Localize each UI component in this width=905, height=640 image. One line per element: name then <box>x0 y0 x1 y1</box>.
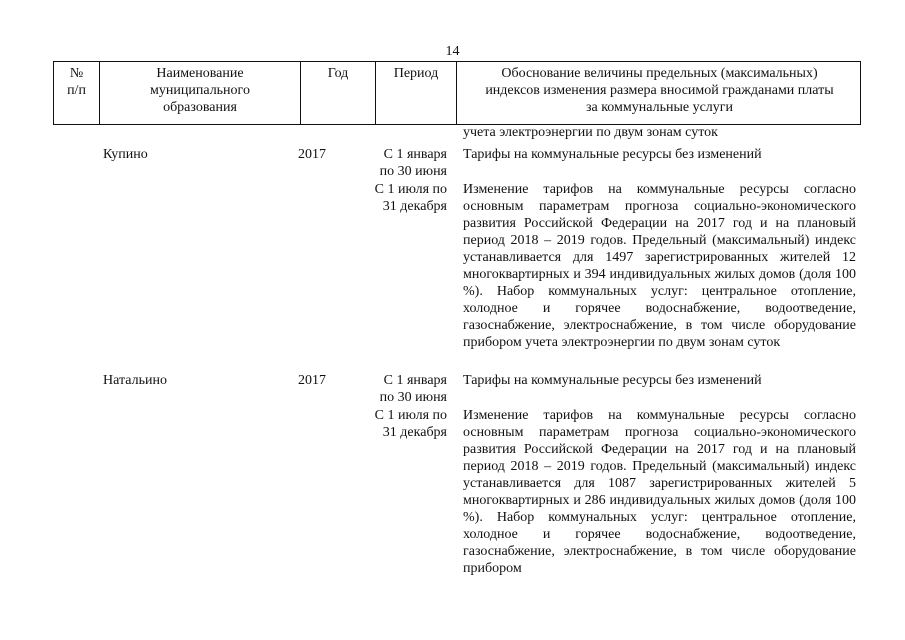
header-justification: Обоснование величины предельных (максимальных) индексов изменения размера вносимой гражданами платы за коммунальные услуги <box>485 66 834 115</box>
row-just-2: Изменение тарифов на коммунальные ресурсы согласно основным параметрам прогноза социально-экономического развития Российской Федерации на 2017 год и на плановый период 2018 – 2019 годов. Предельный (максимальный) индекс устанавливается для 1497 зарегистрированных жителей 12 многоквартирных и 394 индивидуальных жилых домов (доля 100 %). Набор коммунальных услуг: центральное отопление, холодное и горячее водоснабжение, водоотведение, газоснабжение, электроснабжение, в том числе оборудование прибором учета электроэнергии по двум зонам суток <box>463 182 856 350</box>
row-just-1: Тарифы на коммунальные ресурсы без изменений <box>463 373 762 388</box>
header-year: Год <box>301 62 376 124</box>
continuation-text: учета электроэнергии по двум зонам суток <box>463 125 718 140</box>
header-num: № п/п <box>54 62 100 124</box>
table-header <box>53 61 861 125</box>
header-name: Наименование муниципального образования <box>100 62 301 124</box>
row-name: Купино <box>103 147 148 162</box>
row-year: 2017 <box>298 147 326 162</box>
row-just-1: Тарифы на коммунальные ресурсы без изменений <box>463 147 762 162</box>
row-period-2: С 1 июля по 31 декабря <box>374 182 447 214</box>
page-number: 14 <box>445 44 460 59</box>
row-period-1: С 1 января по 30 июня <box>379 373 447 405</box>
row-period-2: С 1 июля по 31 декабря <box>374 408 447 440</box>
row-just-2: Изменение тарифов на коммунальные ресурсы согласно основным параметрам прогноза социально-экономического развития Российской Федерации на 2017 год и на плановый период 2018 – 2019 годов. Предельный (максимальный) индекс устанавливается для 1087 зарегистрированных жителей 5 многоквартирных и 286 индивидуальных жилых домов (доля 100 %). Набор коммунальных услуг: центральное отопление, холодное и горячее водоснабжение, водоотведение, газоснабжение, электроснабжение, в том числе оборудование прибором <box>463 408 856 576</box>
row-year: 2017 <box>298 373 326 388</box>
row-name: Натальино <box>103 373 167 388</box>
header-period: Период <box>376 62 457 124</box>
row-period-1: С 1 января по 30 июня <box>379 147 447 179</box>
